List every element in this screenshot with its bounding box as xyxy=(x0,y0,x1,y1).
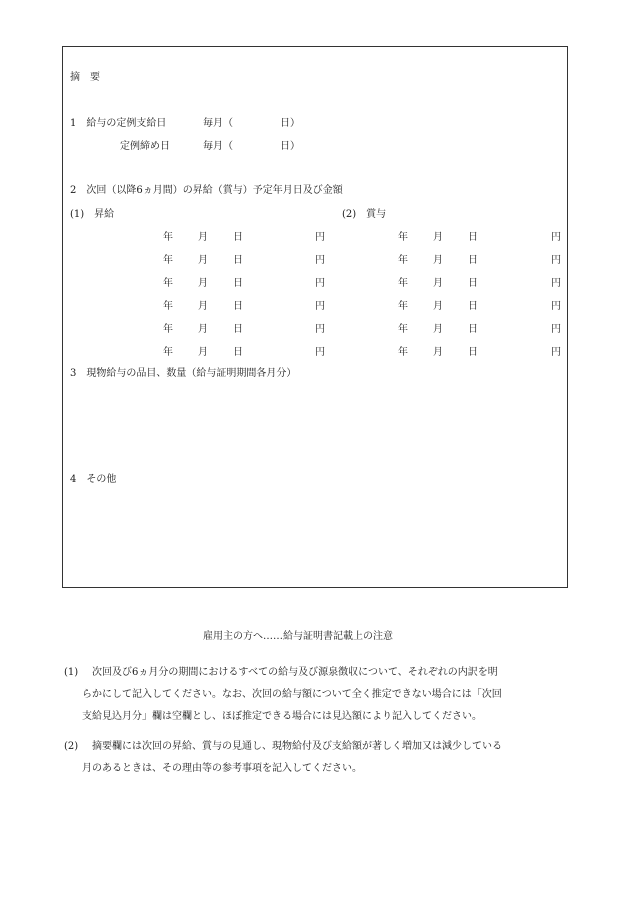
raise-day-unit: 日 xyxy=(233,324,243,335)
note-1 xyxy=(64,662,584,728)
bonus-month-unit: 月 xyxy=(433,255,443,266)
closing-day-label: 定例締め日 xyxy=(120,141,170,152)
raise-yen-unit: 円 xyxy=(315,301,325,312)
bonus-day-unit: 日 xyxy=(468,347,478,358)
raise-bonus-heading: 2 次回（以降6ヵ月間）の昇給（賞与）予定年月日及び金額 xyxy=(70,185,343,196)
bonus-month-unit: 月 xyxy=(433,278,443,289)
raise-day-unit: 日 xyxy=(233,232,243,243)
note-2 xyxy=(64,736,584,780)
pay-day-prefix: 毎月（ xyxy=(203,118,233,129)
remarks-heading: 摘 要 xyxy=(70,72,100,83)
raise-year-unit: 年 xyxy=(163,324,173,335)
bonus-year-unit: 年 xyxy=(398,347,408,358)
pay-day-suffix: 日） xyxy=(280,118,300,129)
bonus-yen-unit: 円 xyxy=(551,324,561,335)
other-label: 4 その他 xyxy=(70,474,117,485)
raise-label: (1) 昇給 xyxy=(70,209,115,220)
raise-day-unit: 日 xyxy=(233,301,243,312)
raise-day-unit: 日 xyxy=(233,347,243,358)
in-kind-label: 3 現物給与の品目、数量（給与証明期間各月分） xyxy=(70,368,297,379)
bonus-yen-unit: 円 xyxy=(551,278,561,289)
raise-year-unit: 年 xyxy=(163,347,173,358)
note-1-line-1: 次回及び6ヵ月分の期間におけるすべての給与及び源泉徴収について、それぞれの内訳を明 xyxy=(92,667,498,678)
note-1-number: (1) xyxy=(64,667,79,678)
raise-month-unit: 月 xyxy=(198,324,208,335)
bonus-month-unit: 月 xyxy=(433,301,443,312)
raise-yen-unit: 円 xyxy=(315,347,325,358)
raise-year-unit: 年 xyxy=(163,255,173,266)
bonus-month-unit: 月 xyxy=(433,324,443,335)
bonus-year-unit: 年 xyxy=(398,324,408,335)
raise-yen-unit: 円 xyxy=(315,255,325,266)
raise-yen-unit: 円 xyxy=(315,324,325,335)
bonus-day-unit: 日 xyxy=(468,255,478,266)
note-2-number: (2) xyxy=(64,741,79,752)
bonus-yen-unit: 円 xyxy=(551,232,561,243)
raise-year-unit: 年 xyxy=(163,278,173,289)
bonus-month-unit: 月 xyxy=(433,347,443,358)
bonus-year-unit: 年 xyxy=(398,278,408,289)
note-2-line-1: 摘要欄には次回の昇給、賞与の見通し、現物給付及び支給額が著しく増加又は減少している xyxy=(92,741,502,752)
pay-day-label: 1 給与の定例支給日 xyxy=(70,118,167,129)
raise-day-unit: 日 xyxy=(233,278,243,289)
bonus-year-unit: 年 xyxy=(398,301,408,312)
raise-year-unit: 年 xyxy=(163,301,173,312)
raise-month-unit: 月 xyxy=(198,232,208,243)
closing-day-suffix: 日） xyxy=(280,141,300,152)
raise-month-unit: 月 xyxy=(198,301,208,312)
note-1-line-2: らかにして記入してください。なお、次回の給与額について全く推定できない場合には「次回 xyxy=(82,689,502,700)
bonus-yen-unit: 円 xyxy=(551,301,561,312)
closing-day-prefix: 毎月（ xyxy=(203,141,233,152)
bonus-label: (2) 賞与 xyxy=(342,209,387,220)
raise-month-unit: 月 xyxy=(198,347,208,358)
raise-yen-unit: 円 xyxy=(315,232,325,243)
bonus-day-unit: 日 xyxy=(468,324,478,335)
bonus-yen-unit: 円 xyxy=(551,255,561,266)
raise-month-unit: 月 xyxy=(198,255,208,266)
bonus-yen-unit: 円 xyxy=(551,347,561,358)
bonus-year-unit: 年 xyxy=(398,255,408,266)
note-1-line-3: 支給見込月分」欄は空欄とし、ほぼ推定できる場合には見込額により記入してください。 xyxy=(82,711,482,722)
bonus-day-unit: 日 xyxy=(468,301,478,312)
bonus-day-unit: 日 xyxy=(468,278,478,289)
bonus-day-unit: 日 xyxy=(468,232,478,243)
bonus-year-unit: 年 xyxy=(398,232,408,243)
raise-month-unit: 月 xyxy=(198,278,208,289)
raise-day-unit: 日 xyxy=(233,255,243,266)
raise-yen-unit: 円 xyxy=(315,278,325,289)
raise-year-unit: 年 xyxy=(163,232,173,243)
notes-title: 雇用主の方へ……給与証明書記載上の注意 xyxy=(203,631,393,642)
bonus-month-unit: 月 xyxy=(433,232,443,243)
note-2-line-2: 月のあるときは、その理由等の参考事項を記入してください。 xyxy=(82,763,362,774)
